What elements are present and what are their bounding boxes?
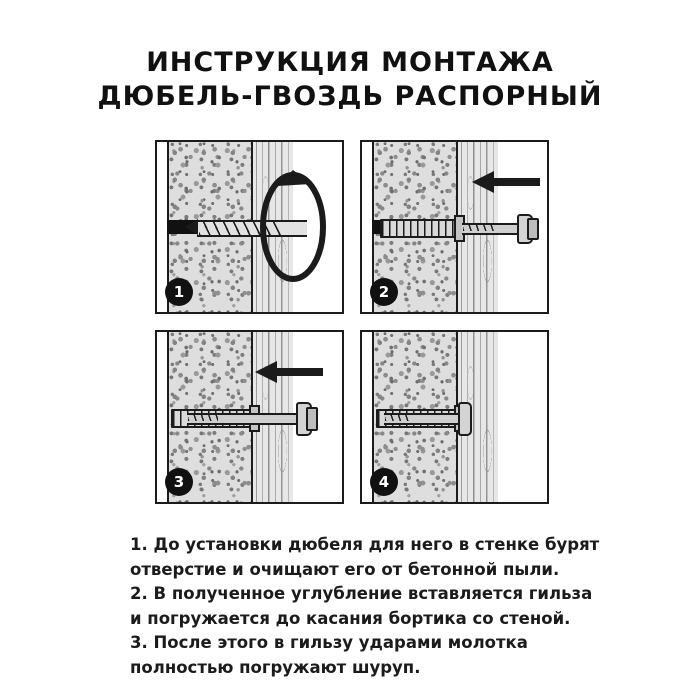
air-gap bbox=[498, 332, 547, 502]
step-panels bbox=[155, 140, 545, 505]
nail-thread bbox=[385, 413, 411, 421]
instruction-line: полностью погружают шуруп. bbox=[130, 657, 421, 677]
panel-step-1 bbox=[155, 140, 344, 314]
nail-head bbox=[458, 402, 472, 436]
nail-head-cap bbox=[527, 218, 539, 240]
nail-thread bbox=[188, 413, 218, 421]
step-badge: 3 bbox=[165, 468, 193, 496]
nail-thread bbox=[463, 223, 497, 231]
sleeve-ribs bbox=[382, 221, 458, 236]
instruction-line: отверстие и очищают его от бетонной пыли. bbox=[130, 559, 560, 579]
page-title bbox=[0, 46, 700, 114]
title-line-1: ИНСТРУКЦИЯ МОНТАЖА bbox=[146, 47, 554, 78]
dowel-sleeve bbox=[380, 219, 460, 238]
step-badge: 1 bbox=[165, 278, 193, 306]
step-badge: 2 bbox=[370, 278, 398, 306]
instructions-text bbox=[130, 533, 600, 680]
instruction-line: 3. После этого в гильзу ударами молотка bbox=[130, 633, 528, 652]
nail-head-cap bbox=[306, 407, 318, 431]
drill-tip bbox=[185, 219, 198, 235]
instruction-line: и погружается до касания бортика со стеной. bbox=[130, 608, 571, 628]
title-line-2: ДЮБЕЛЬ-ГВОЗДЬ РАСПОРНЫЙ bbox=[97, 81, 603, 112]
panel-step-4 bbox=[360, 330, 549, 504]
instruction-line: 1. До установки дюбеля для него в стенке бурят bbox=[130, 535, 600, 554]
panel-step-3 bbox=[155, 330, 344, 504]
panel-step-2 bbox=[360, 140, 549, 314]
step-badge: 4 bbox=[370, 468, 398, 496]
instruction-line: 2. В полученное углубление вставляется гильза bbox=[130, 584, 593, 603]
drill-flutes bbox=[199, 222, 283, 235]
